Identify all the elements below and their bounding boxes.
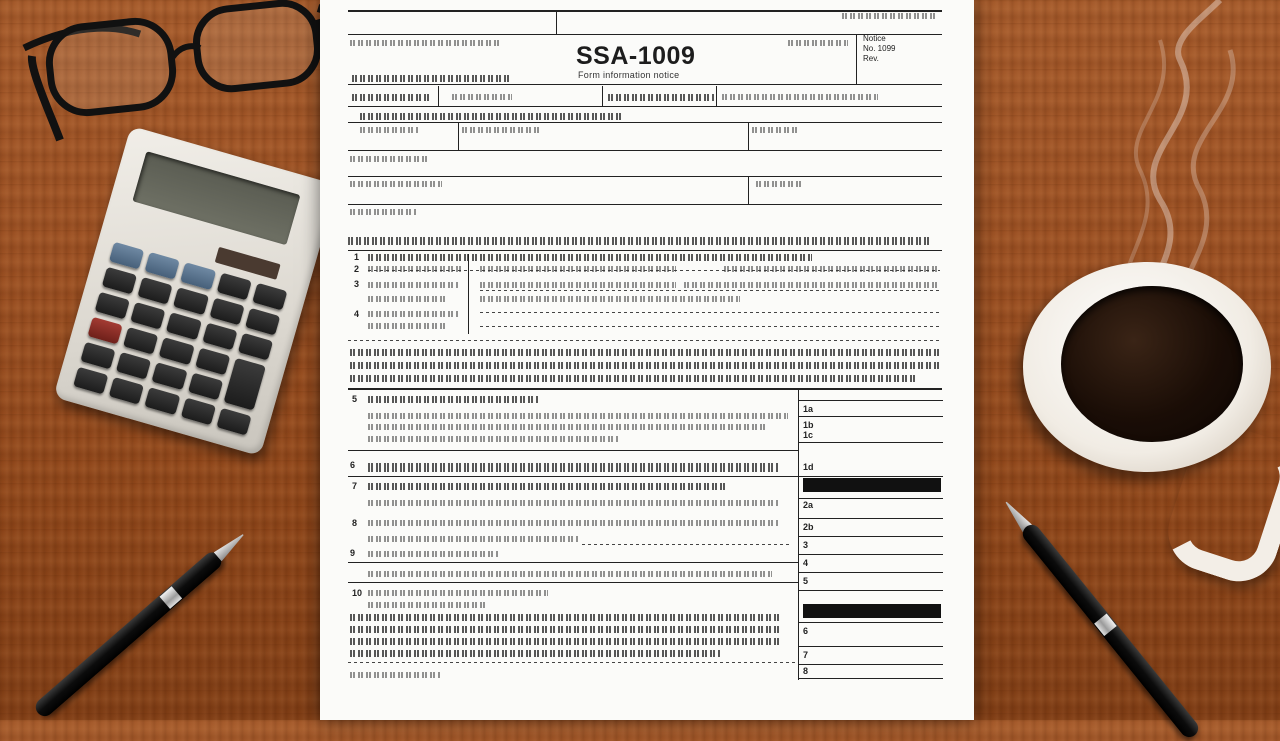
amount-line-number: 3 <box>803 540 809 550</box>
eyeglasses <box>22 0 340 150</box>
pen-left <box>32 516 263 720</box>
line-number: 5 <box>352 394 358 404</box>
line-number: 9 <box>350 548 356 558</box>
amount-line-number: 6 <box>803 626 809 636</box>
line-number: 2 <box>354 264 360 274</box>
form-subtitle: Form information notice <box>578 70 680 80</box>
line-number: 3 <box>354 279 360 289</box>
amount-line-number: 4 <box>803 558 809 568</box>
line-number: 1 <box>354 252 360 262</box>
calculator-display <box>132 151 300 245</box>
amount-line-number: 5 <box>803 576 809 586</box>
amount-line-number: 2b <box>803 522 814 532</box>
line-number: 4 <box>354 309 360 319</box>
line-number: 7 <box>352 481 358 491</box>
coffee-liquid <box>1061 286 1243 442</box>
line-number: 10 <box>352 588 363 598</box>
amount-column <box>798 390 943 680</box>
tax-form-sheet <box>320 0 974 720</box>
corner-line-3: Rev. <box>863 54 879 63</box>
line-number: 6 <box>350 460 356 470</box>
corner-line-2: No. 1099 <box>863 44 896 53</box>
amount-line-number: 1d <box>803 462 814 472</box>
form-title: SSA-1009 <box>576 42 696 70</box>
corner-line-1: Notice <box>863 34 886 43</box>
amount-line-number: 1b <box>803 420 814 430</box>
amount-line-number: 1a <box>803 404 814 414</box>
amount-line-number: 8 <box>803 666 809 676</box>
line-number: 8 <box>352 518 358 528</box>
amount-line-number: 1c <box>803 430 814 440</box>
form-corner-box <box>856 34 914 84</box>
calculator <box>53 126 337 456</box>
amount-line-number: 7 <box>803 650 809 660</box>
amount-line-number: 2a <box>803 500 814 510</box>
